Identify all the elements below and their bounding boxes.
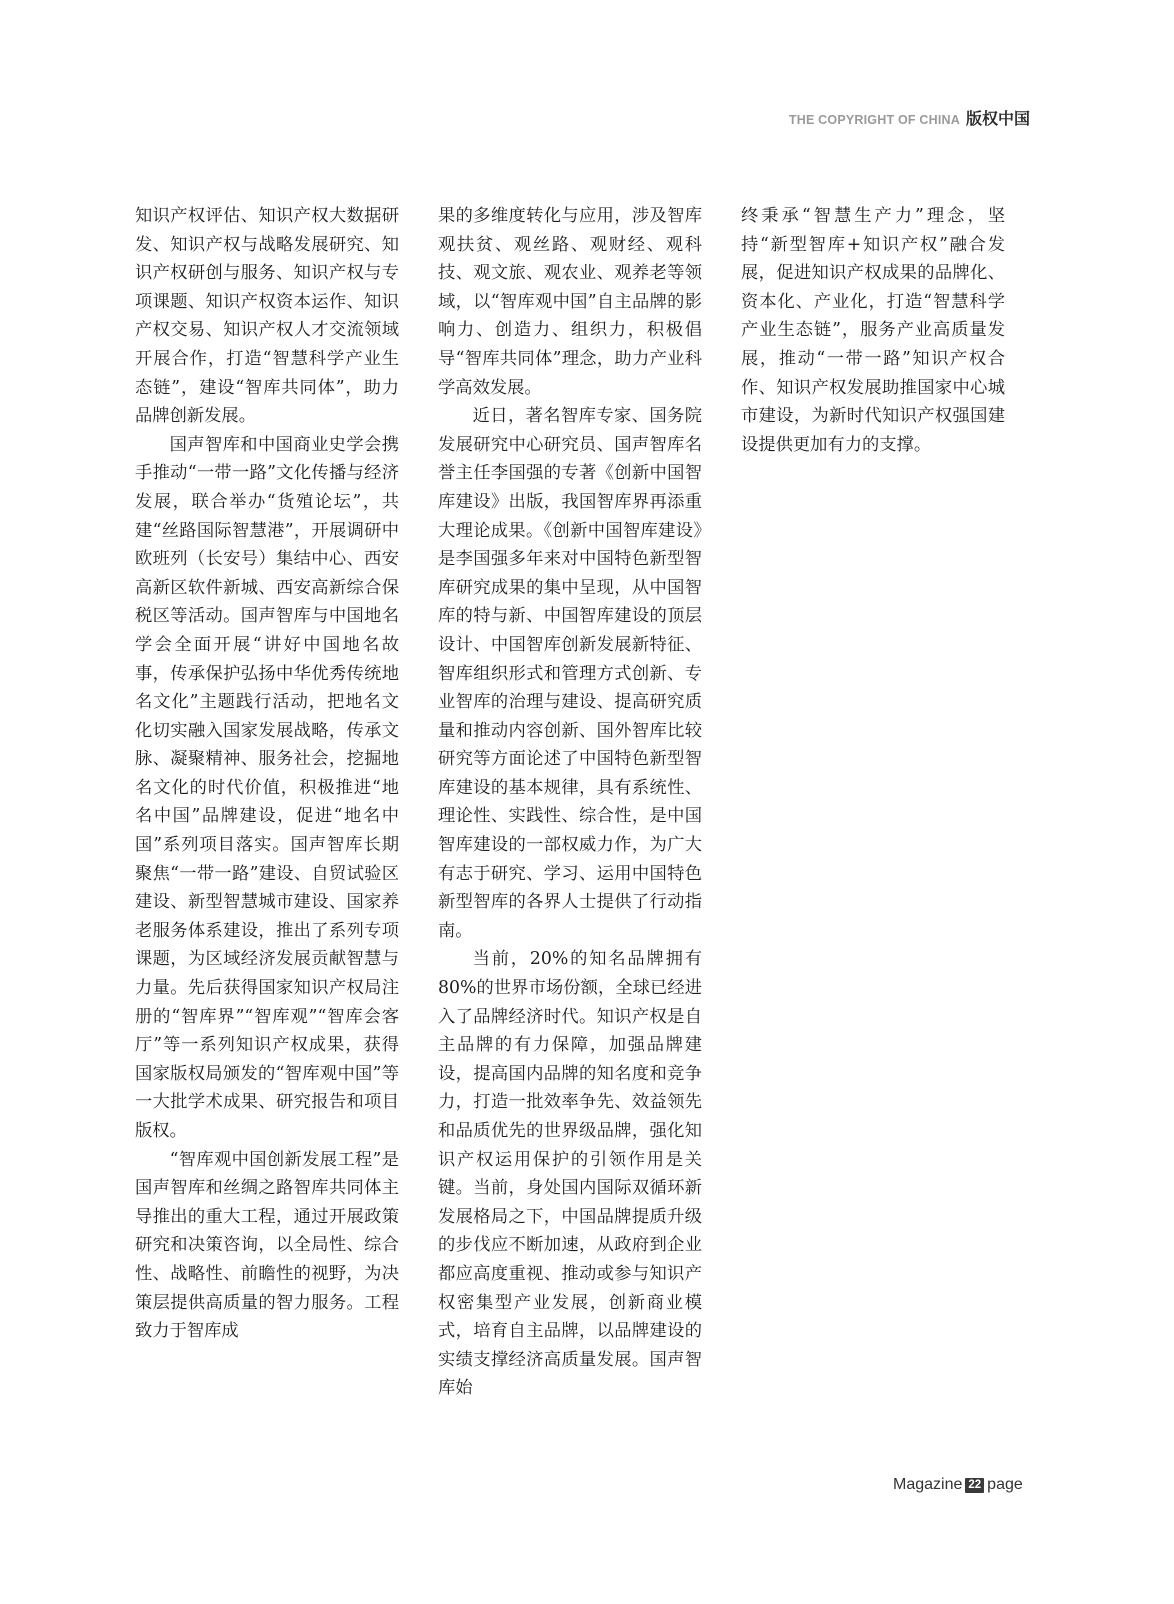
running-header <box>789 106 1030 129</box>
paragraph: 终秉承“智慧生产力”理念，坚持“新型智库+知识产权”融合发展，促进知识产权成果的品牌化、资本化、产业化，打造“智慧科学产业生态链”，服务产业高质量发展，推动“一带一路”知识产权合作、知识产权发展助推国家中心城市建设，为新时代知识产权强国建设提供更加有力的支撑。 <box>741 206 1005 455</box>
paragraph: 知识产权评估、知识产权大数据研发、知识产权与战略发展研究、知识产权研创与服务、知识产权与专项课题、知识产权资本运作、知识产权交易、知识产权人才交流领域开展合作，打造“智慧科学产业生态链”，建设“智库共同体”，助力品牌创新发展。 <box>135 206 399 427</box>
text-column-3 <box>741 202 1005 459</box>
paragraph: 当前，20%的知名品牌拥有80%的世界市场份额，全球已经进入了品牌经济时代。知识产权是自主品牌的有力保障，加强品牌建设，提高国内品牌的知名度和竞争力，打造一批效率争先、效益领先和品质优先的世界级品牌，强化知识产权运用保护的引领作用是关键。当前，身处国内国际双循环新发展格局之下，中国品牌提质升级的步伐应不断加速，从政府到企业都应高度重视、推动或参与知识产权密集型产业发展，创新商业模式，培育自主品牌，以品牌建设的实绩支撑经济高质量发展。国声智库始 <box>438 949 702 1399</box>
header-english-title: THE COPYRIGHT OF CHINA <box>788 113 960 127</box>
paragraph: 果的多维度转化与应用，涉及智库观扶贫、观丝路、观财经、观科技、观文旅、观农业、观养老等领域，以“智库观中国”自主品牌的影响力、创造力、组织力，积极倡导“智库共同体”理念，助力产业科学高效发展。 <box>438 206 702 398</box>
paragraph: “智库观中国创新发展工程”是国声智库和丝绸之路智库共同体主导推出的重大工程，通过开展政策研究和决策咨询，以全局性、综合性、战略性、前瞻性的视野，为决策层提供高质量的智力服务。工程致力于智库成 <box>135 1149 399 1342</box>
folio-page-label: page <box>987 1476 1023 1493</box>
text-column-2 <box>438 202 702 1403</box>
paragraph: 国声智库和中国商业史学会携手推动“一带一路”文化传播与经济发展，联合举办“货殖论坛”，共建“丝路国际智慧港”，开展调研中欧班列（长安号）集结中心、西安高新区软件新城、西安高新综合保税区等活动。国声智库与中国地名学会全面开展“讲好中国地名故事，传承保护弘扬中华优秀传统地名文化”主题践行活动，把地名文化切实融入国家发展战略，传承文脉、凝聚精神、服务社会，挖掘地名文化的时代价值，积极推进“地名中国”品牌建设，促进“地名中国”系列项目落实。国声智库长期聚焦“一带一路”建设、自贸试验区建设、新型智慧城市建设、国家养老服务体系建设，推出了系列专项课题，为区域经济发展贡献智慧与力量。先后获得国家知识产权局注册的“智库界”“智库观”“智库会客厅”等一系列知识产权成果，获得国家版权局颁发的“智库观中国”等一大批学术成果、研究报告和项目版权。 <box>135 434 399 1141</box>
text-column-1 <box>135 202 399 1346</box>
folio-magazine-label: Magazine <box>893 1476 963 1493</box>
page-folio <box>893 1476 1023 1494</box>
page-number-badge: 22 <box>965 1478 984 1493</box>
paragraph: 近日，著名智库专家、国务院发展研究中心研究员、国声智库名誉主任李国强的专著《创新中国智库建设》出版，我国智库界再添重大理论成果。《创新中国智库建设》是李国强多年来对中国特色新型智库研究成果的集中呈现，从中国智库的特与新、中国智库建设的顶层设计、中国智库创新发展新特征、智库组织形式和管理方式创新、专业智库的治理与建设、提高研究质量和推动内容创新、国外智库比较研究等方面论述了中国特色新型智库建设的基本规律，具有系统性、理论性、实践性、综合性，是中国智库建设的一部权威力作，为广大有志于研究、学习、运用中国特色新型智库的各界人士提供了行动指南。 <box>438 406 702 941</box>
header-chinese-title: 版权中国 <box>965 109 1030 128</box>
